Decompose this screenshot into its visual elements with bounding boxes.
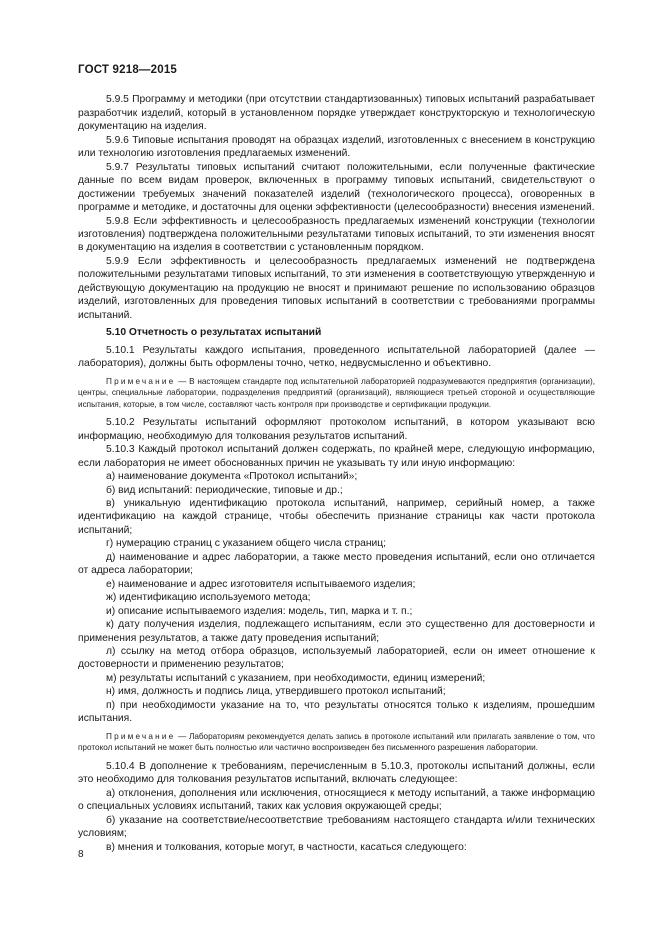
- list-item: б) вид испытаний: периодические, типовые и др.;: [106, 484, 343, 496]
- note: [78, 731, 595, 754]
- page-number: 8: [78, 849, 84, 860]
- paragraph: 5.9.7 Результаты типовых испытаний считают положительными, если полученные фактические данные по всем видам проверок, включенных в программу типовых испытаний, свидетельствуют о достижении требуемых значений показателей изделий (технологического процесса), оговоренных в программе и методике, и достаточны для оценки эффективности (целесообразности) внесения изменений.: [78, 161, 595, 214]
- list-item: и) описание испытываемого изделия: модель, тип, марка и т. п.;: [106, 605, 413, 617]
- note-label: Примечание: [106, 376, 176, 386]
- list-item: н) имя, должность и подпись лица, утвердившего протокол испытаний;: [106, 686, 446, 698]
- list-item: м) результаты испытаний с указанием, при необходимости, единиц измерений;: [106, 672, 486, 684]
- document-header: ГОСТ 9218—2015: [78, 64, 178, 76]
- list-item: а) отклонения, дополнения или исключения, относящиеся к методу испытаний, а также информацию о специальных условиях испытаний, таких как условия окружающей среды;: [78, 787, 595, 813]
- list-item: в) уникальную идентификацию протокола испытаний, например, серийный номер, а также идентификацию на каждой странице, чтобы обеспечить признание страницы как части протокола испытаний;: [78, 498, 595, 536]
- list-item: б) указание на соответствие/несоответствие требованиям настоящего стандарта и/или технических условиям;: [78, 814, 595, 840]
- paragraph: 5.9.5 Программу и методики (при отсутствии стандартизованных) типовых испытаний разрабатывает разработчик изделий, который в установленном порядке утверждает конструкторскую и технологическую документацию на изделия.: [78, 94, 595, 133]
- list-item: п) при необходимости указание на то, что результаты относятся только к изделиям, прошедшим испытания.: [78, 699, 595, 725]
- paragraph: 5.9.6 Типовые испытания проводят на образцах изделий, изготовленных с внесением в конструкцию или технологию изготовления предлагаемых изменений.: [78, 134, 595, 160]
- list-item: ж) идентификацию используемого метода;: [106, 592, 311, 604]
- paragraph: 5.10.1 Результаты каждого испытания, проведенного испытательной лабораторией (далее — лаборатория), должны быть оформлены точно, четко, недвусмысленно и объективно.: [78, 344, 595, 370]
- note-text: — В настоящем стандарте под испытательной лабораторией подразумеваются предприятия (организации), центры, специальные лаборатории, подразделения предприятий (организаций), являющиеся третьей стороной и осуществляющие испытания, которые, в том числе, составляют часть контроля при производстве и сертификации продукции.: [78, 376, 595, 409]
- list-item: к) дату получения изделия, подлежащего испытаниям, если это существенно для достоверности и применения результатов, а также дату проведения испытаний;: [78, 619, 595, 644]
- paragraph: 5.9.8 Если эффективность и целесообразность предлагаемых изменений конструкции (технологии изготовления) подтверждена положительными результатами типовых испытаний, то эти изменения вносят в документацию на изделия в соответствии с установленным порядком.: [78, 215, 595, 254]
- list-item: д) наименование и адрес лаборатории, а также место проведения испытаний, если оно отличается от адреса лаборатории;: [78, 551, 595, 577]
- list-item: г) нумерацию страниц с указанием общего числа страниц;: [106, 538, 387, 550]
- paragraph: 5.10.4 В дополнение к требованиям, перечисленным в 5.10.3, протоколы испытаний должны, если это необходимо для толкования результатов испытаний, включать следующее:: [78, 760, 595, 786]
- list-item: л) ссылку на метод отбора образцов, используемый лабораторией, если он имеет отношение к достоверности и применению результатов;: [78, 646, 595, 671]
- note-text: — Лабораториям рекомендуется делать запись в протоколе испытаний или прилагать заявление о том, что протокол испытаний не может быть полностью или частично воспроизведен без письменного разрешения лаборатории.: [78, 731, 595, 753]
- list-item: в) мнения и толкования, которые могут, в частности, касаться следующего:: [106, 841, 467, 853]
- paragraph: 5.10.3 Каждый протокол испытаний должен содержать, по крайней мере, следующую информацию, если лаборатория не имеет обоснованных причин не указывать ту или иную информацию:: [78, 444, 595, 469]
- note-label: Примечание: [106, 731, 176, 741]
- list-item: е) наименование и адрес изготовителя испытываемого изделия;: [106, 578, 416, 590]
- note: [78, 376, 595, 411]
- paragraph: 5.9.9 Если эффективность и целесообразность предлагаемых изменений не подтверждена положительными результатами типовых испытаний, то эти изменения в соответствующую утвержденную и действующую документацию на продукцию не вносят и принимают решение по использованию образцов изделий, изготовленных для проведения типовых испытаний в соответствии с требованиями программы испытаний.: [78, 255, 595, 321]
- paragraph: 5.10.2 Результаты испытаний оформляют протоколом испытаний, в котором указывают всю информацию, необходимую для толкования результатов испытаний.: [78, 417, 595, 442]
- list-item: а) наименование документа «Протокол испытаний»;: [106, 471, 358, 483]
- section-heading: 5.10 Отчетность о результатах испытаний: [106, 327, 322, 339]
- document-body: [78, 93, 595, 854]
